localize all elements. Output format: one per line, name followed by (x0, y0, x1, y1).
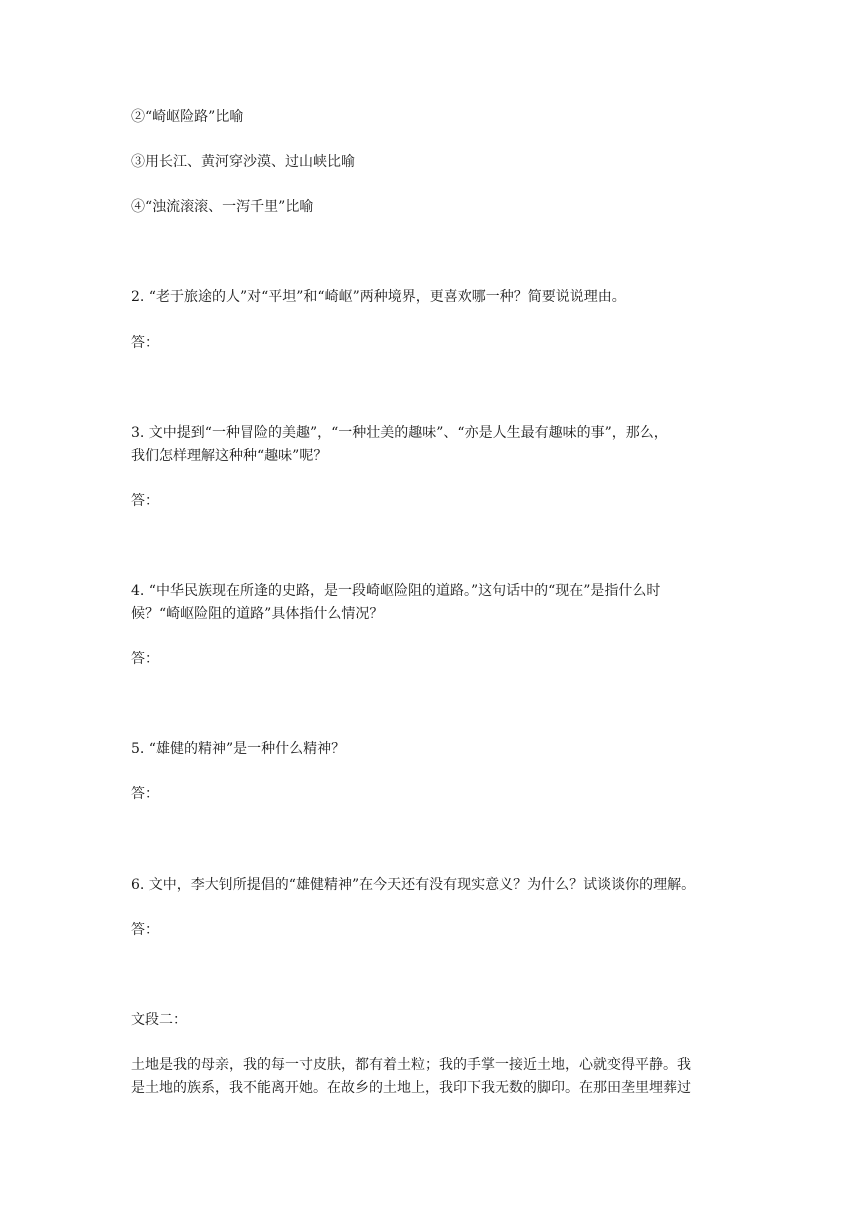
question-5: 5. “雄健的精神”是一种什么精神？ (131, 741, 346, 757)
question-4-line-2: 候？“崎岖险阻的道路”具体指什么情况？ (131, 606, 384, 622)
question-2: 2. “老于旅途的人”对“平坦”和“崎岖”两种境界，更喜欢哪一种？简要说说理由。 (131, 289, 626, 305)
question-3-line-1: 3. 文中提到“一种冒险的美趣”，“一种壮美的趣味”、“亦是人生最有趣味的事”，那么， (131, 425, 668, 441)
question-4-line-1: 4. “中华民族现在所逢的史路，是一段崎岖险阻的道路。”这句话中的“现在”是指什么时 (131, 583, 661, 599)
answer-label-3: 答： (131, 493, 159, 509)
option-line-4: ④“浊流滚滚、一泻千里”比喻 (131, 199, 314, 215)
option-line-3: ③用长江、黄河穿沙漠、过山峡比喻 (131, 154, 355, 170)
question-3-line-2: 我们怎样理解这种种“趣味”呢？ (131, 448, 328, 464)
question-6: 6. 文中，李大钊所提倡的“雄健精神”在今天还有没有现实意义？为什么？试谈谈你的理解。 (131, 877, 696, 893)
answer-label-6: 答： (131, 922, 159, 938)
passage-line-2: 是土地的族系，我不能离开她。在故乡的土地上，我印下我无数的脚印。在那田垄里埋葬过 (131, 1080, 691, 1096)
section-heading: 文段二： (131, 1012, 187, 1028)
answer-label-2: 答： (131, 335, 159, 351)
answer-label-4: 答： (131, 651, 159, 667)
option-line-2: ②“崎岖险路”比喻 (131, 109, 244, 125)
passage-line-1: 土地是我的母亲，我的每一寸皮肤，都有着土粒；我的手掌一接近土地，心就变得平静。我 (131, 1057, 691, 1073)
answer-label-5: 答： (131, 786, 159, 802)
